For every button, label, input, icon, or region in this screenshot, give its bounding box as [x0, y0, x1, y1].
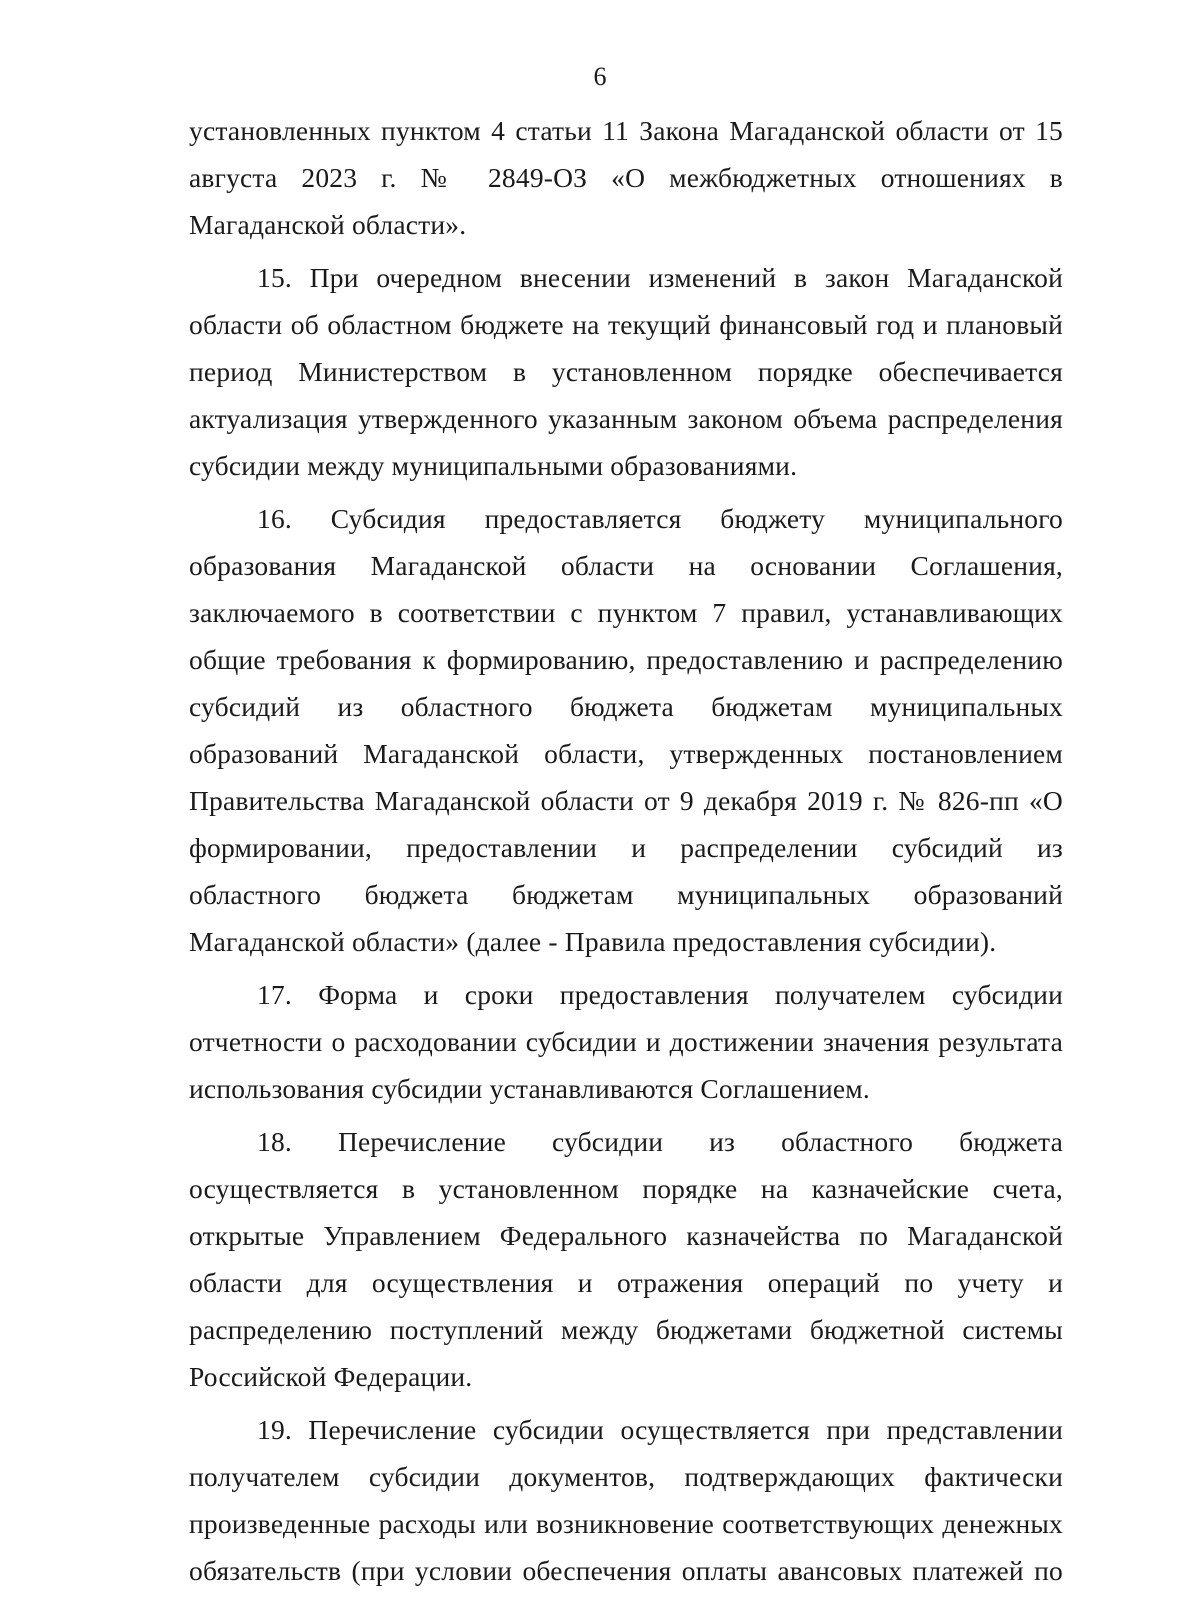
paragraph-17: 17. Форма и сроки предоставления получателем субсидии отчетности о расходовании субсидии и достижении значения результата использования субсидии устанавливаются Соглашением. — [189, 979, 1063, 1104]
paragraph-continuation: установленных пунктом 4 статьи 11 Закона Магаданской области от 15 августа 2023 г. № 2849-ОЗ «О межбюджетных отношениях в Магаданской области». — [189, 115, 1063, 240]
document-body — [189, 107, 1063, 1600]
paragraph-15: 15. При очередном внесении изменений в закон Магаданской области об областном бюджете на текущий финансовый год и плановый период Министерством в установленном порядке обеспечивается актуализация утвержденного указанным законом объема распределения субсидии между муниципальными образованиями. — [189, 262, 1063, 481]
page-number: 6 — [593, 62, 607, 91]
paragraph-16: 16. Субсидия предоставляется бюджету муниципального образования Магаданской области на основании Соглашения, заключаемого в соответствии с пунктом 7 правил, устанавливающих общие требования к формированию, предоставлению и распределению субсидий из областного бюджета бюджетам муниципальных образований Магаданской области, утвержденных постановлением Правительства Магаданской области от 9 декабря 2019 г. № 826-пп «О формировании, предоставлении и распределении субсидий из областного бюджета бюджетам муниципальных образований Магаданской области» (далее - Правила предоставления субсидии). — [189, 503, 1063, 957]
paragraph-19: 19. Перечисление субсидии осуществляется при представлении получателем субсидии документов, подтверждающих фактически произведенные расходы или возникновение соответствующих денежных обязательств (при условии обеспечения оплаты авансовых платежей по — [189, 1414, 1063, 1586]
paragraph-18: 18. Перечисление субсидии из областного бюджета осуществляется в установленном порядке на казначейские счета, открытые Управлением Федерального казначейства по Магаданской области для осуществления и отражения операций по учету и распределению поступлений между бюджетами бюджетной системы Российской Федерации. — [189, 1126, 1063, 1392]
